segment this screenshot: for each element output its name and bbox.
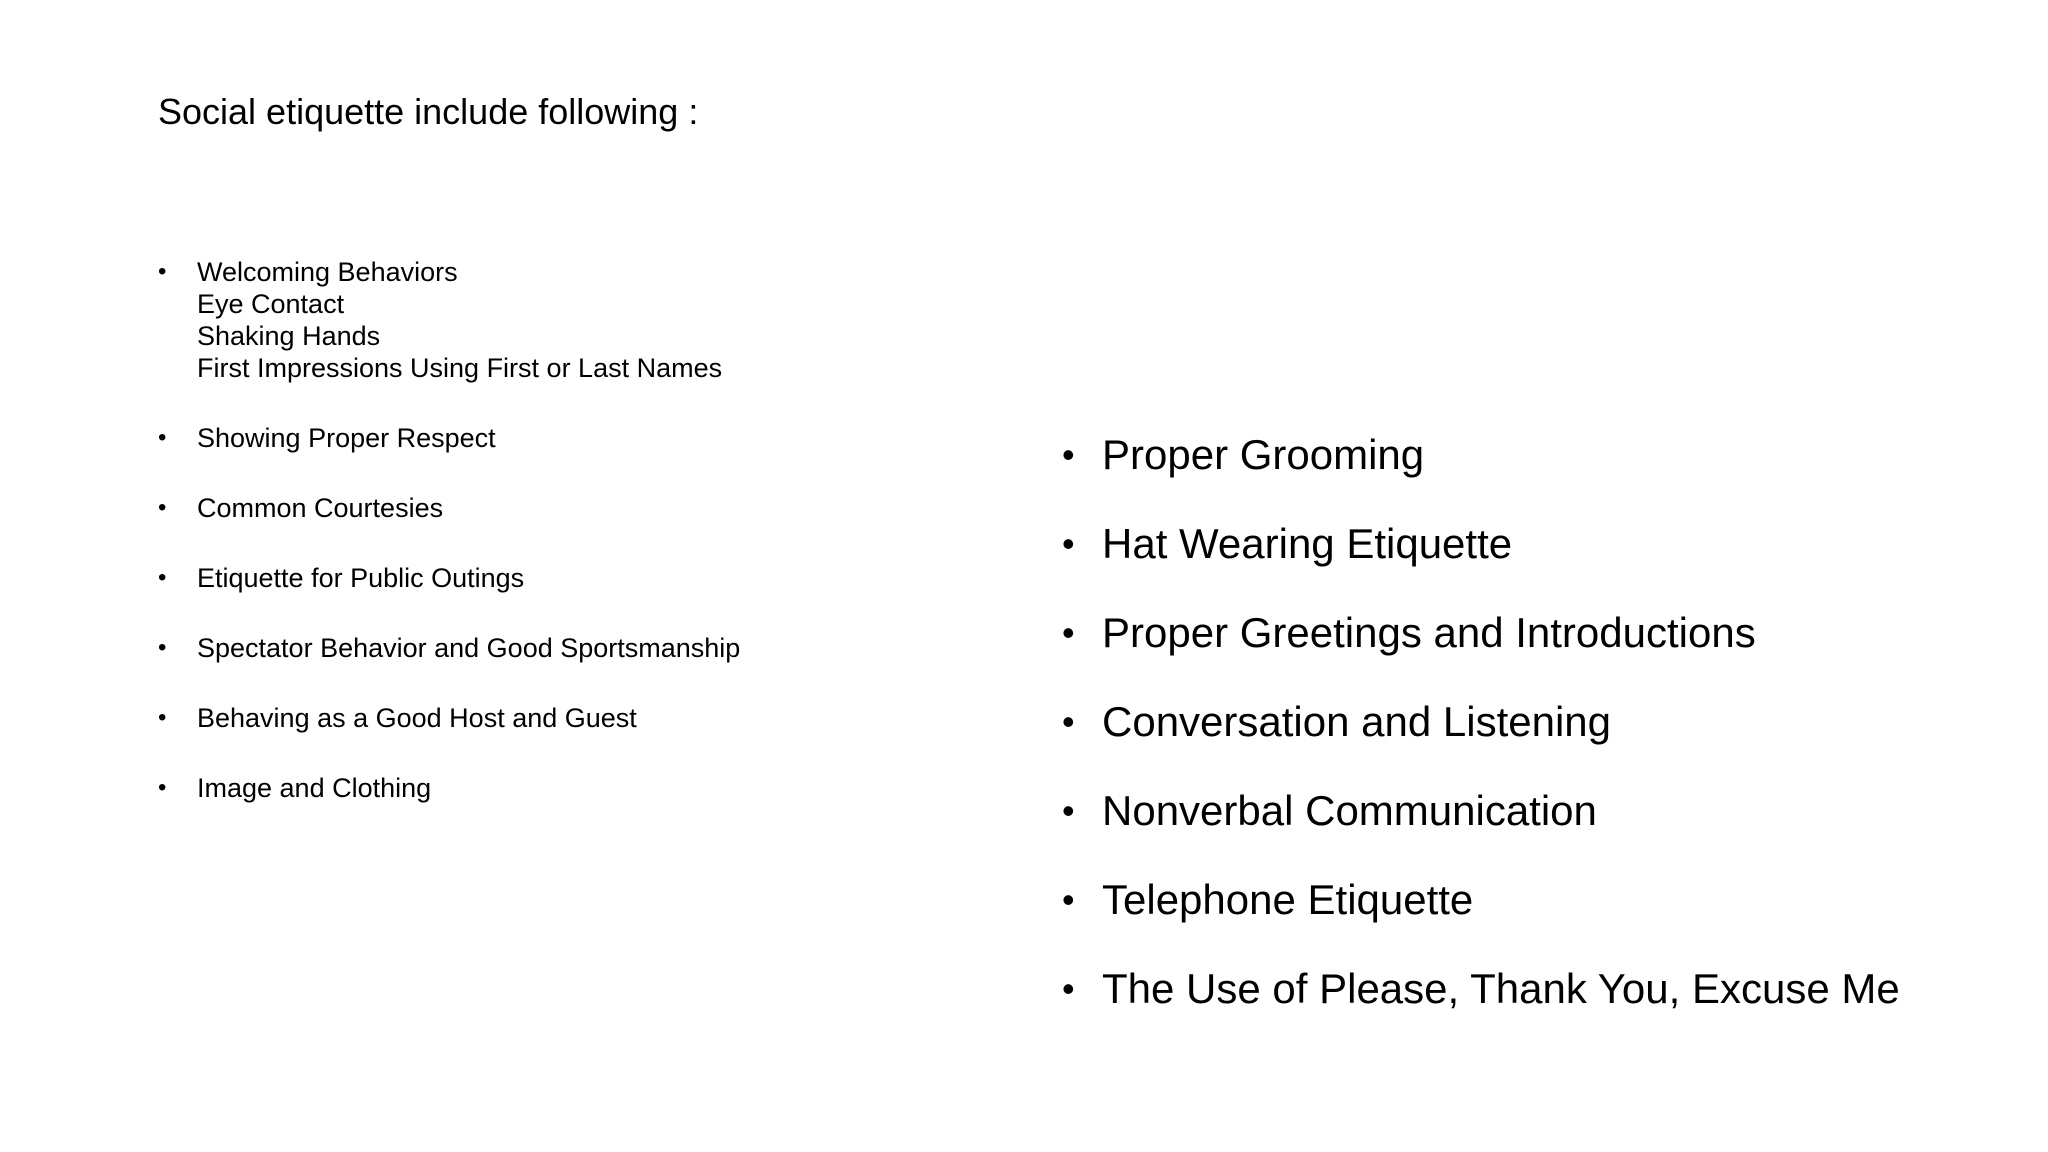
list-item-text: Showing Proper Respect	[197, 423, 496, 453]
bullet-icon: •	[158, 258, 167, 285]
list-item	[1062, 867, 2022, 956]
list-item-text: Spectator Behavior and Good Sportsmanship	[197, 633, 741, 663]
list-item-text: Hat Wearing Etiquette	[1102, 520, 1513, 567]
list-item	[1062, 956, 2022, 1045]
bullet-icon: •	[1062, 612, 1075, 653]
bullet-icon: •	[158, 494, 167, 521]
list-item	[1062, 600, 2022, 689]
list-item	[158, 632, 1058, 664]
list-item-text: Proper Grooming	[1102, 431, 1425, 478]
list-item-text: Welcoming Behaviors	[197, 257, 458, 287]
list-item	[1062, 689, 2022, 778]
bullet-icon: •	[158, 424, 167, 451]
list-item	[158, 702, 1058, 734]
right-bullet-list	[1062, 422, 2022, 1045]
list-item-text: The Use of Please, Thank You, Excuse Me	[1102, 965, 1900, 1012]
list-item-text: Conversation and Listening	[1102, 698, 1612, 745]
list-item-text: Behaving as a Good Host and Guest	[197, 703, 637, 733]
bullet-icon: •	[158, 704, 167, 731]
bullet-icon: •	[1062, 968, 1075, 1009]
list-item-text: Etiquette for Public Outings	[197, 563, 525, 593]
bullet-icon: •	[1062, 434, 1075, 475]
list-item	[158, 772, 1058, 804]
list-item	[1062, 778, 2022, 867]
list-item-text: Eye Contact	[197, 289, 345, 319]
bullet-icon: •	[1062, 790, 1075, 831]
list-item-text: Proper Greetings and Introductions	[1102, 609, 1756, 656]
list-item	[1062, 511, 2022, 600]
bullet-icon: •	[1062, 523, 1075, 564]
list-item-text: Shaking Hands	[197, 321, 381, 351]
left-bullet-list	[158, 256, 1058, 842]
slide-title: Social etiquette include following :	[158, 91, 699, 132]
bullet-icon: •	[1062, 879, 1075, 920]
bullet-icon: •	[158, 564, 167, 591]
list-item	[158, 492, 1058, 524]
list-item	[158, 256, 1058, 384]
list-item-text: Image and Clothing	[197, 773, 432, 803]
list-item	[158, 422, 1058, 454]
list-item-text: Nonverbal Communication	[1102, 787, 1597, 834]
bullet-icon: •	[158, 634, 167, 661]
bullet-icon: •	[158, 774, 167, 801]
list-item-text: Telephone Etiquette	[1102, 876, 1474, 923]
list-item-text: First Impressions Using First or Last Names	[197, 353, 723, 383]
bullet-icon: •	[1062, 701, 1075, 742]
list-item	[1062, 422, 2022, 511]
list-item-text: Common Courtesies	[197, 493, 444, 523]
list-item	[158, 562, 1058, 594]
